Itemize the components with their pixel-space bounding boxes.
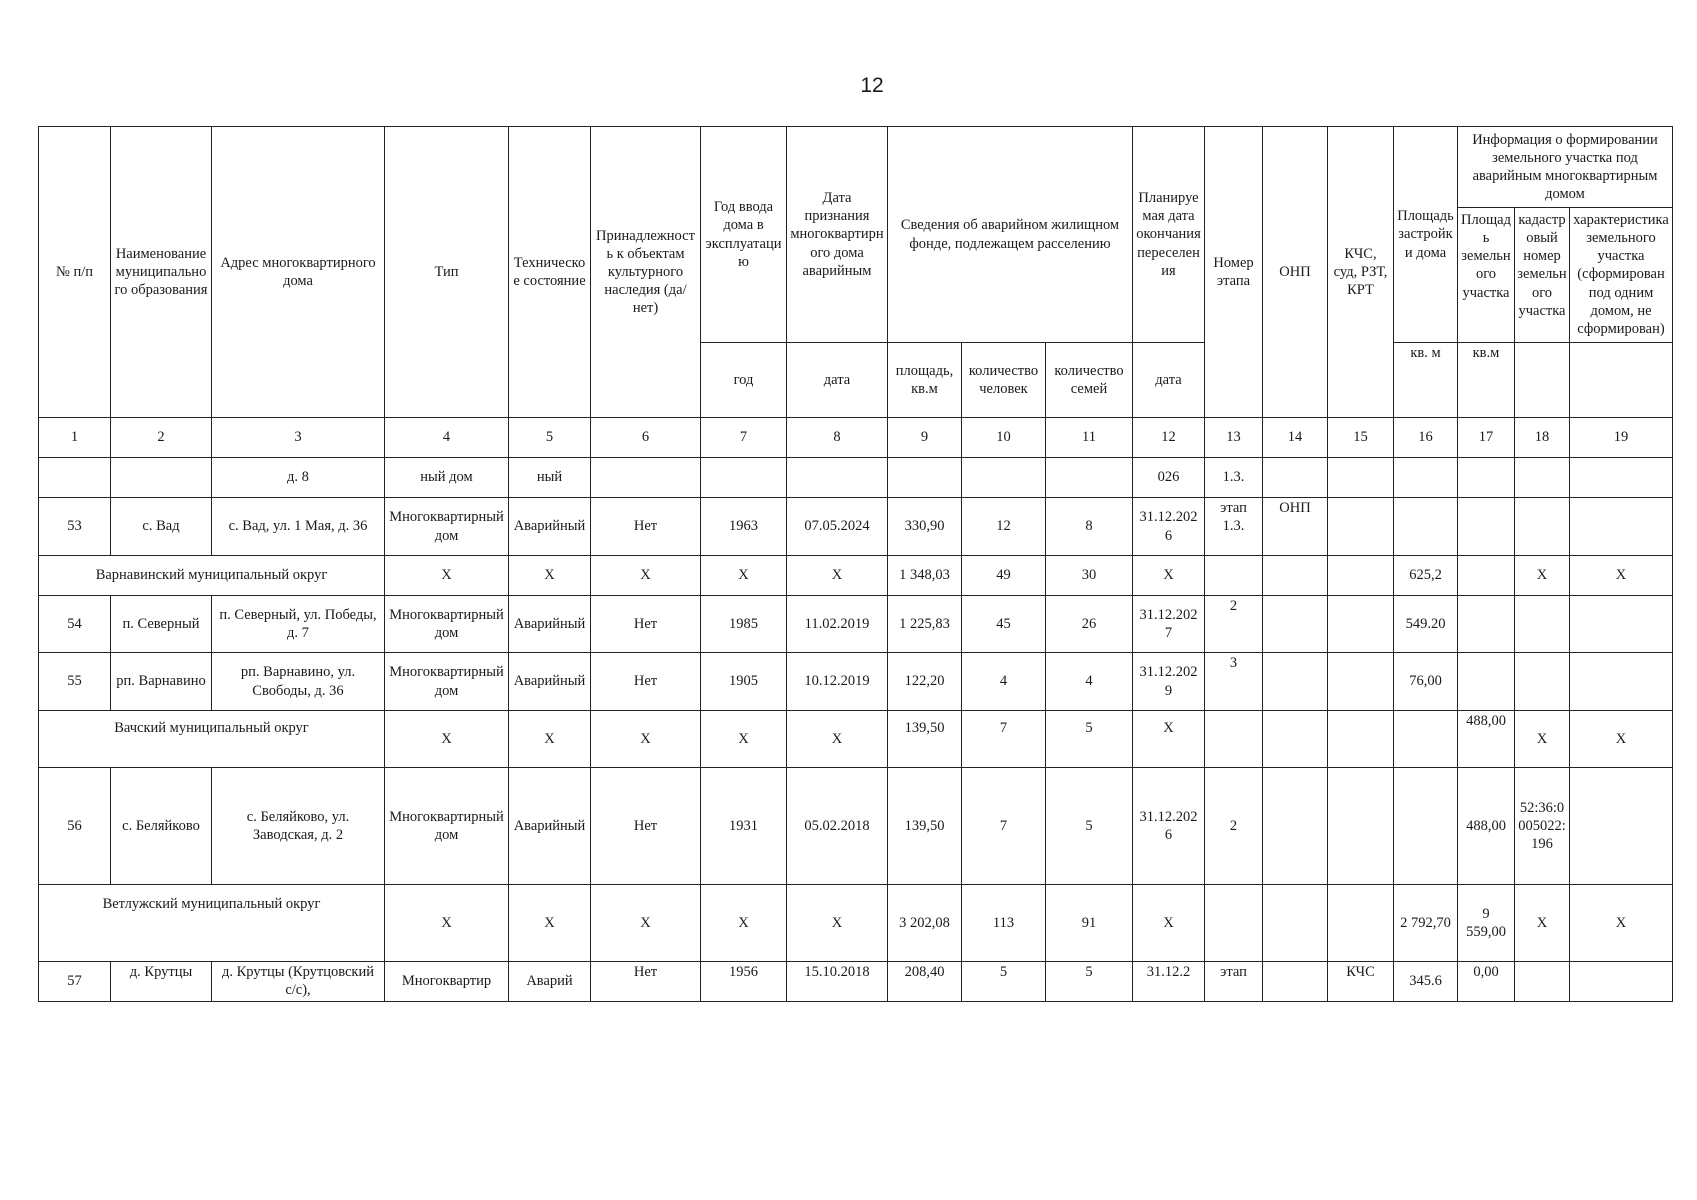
column-number: 7 <box>701 418 787 458</box>
table-cell: Нет <box>591 653 701 711</box>
table-cell: 5 <box>1046 768 1133 885</box>
table-cell: с. Вад, ул. 1 Мая, д. 36 <box>212 498 385 556</box>
table-cell <box>1205 556 1263 596</box>
table-cell: 57 <box>39 962 111 1002</box>
column-number-row <box>39 418 1673 458</box>
table-cell: 2 <box>1205 596 1263 653</box>
header-group-cell: Сведения об аварийном жилищном фонде, подлежащем расселению <box>888 127 1133 343</box>
table-cell <box>1515 653 1570 711</box>
column-number: 13 <box>1205 418 1263 458</box>
column-number: 19 <box>1570 418 1673 458</box>
table-cell <box>1263 885 1328 962</box>
header-cell: количество человек <box>962 343 1046 418</box>
table-cell <box>1458 596 1515 653</box>
header-cell: Номер этапа <box>1205 127 1263 418</box>
table-cell: X <box>591 556 701 596</box>
table-cell <box>1394 768 1458 885</box>
table-row <box>39 596 1673 653</box>
table-cell: X <box>591 885 701 962</box>
table-cell: 549.20 <box>1394 596 1458 653</box>
table-cell: 113 <box>962 885 1046 962</box>
table-cell: 1 348,03 <box>888 556 962 596</box>
table-cell: X <box>701 711 787 768</box>
header-cell: КЧС, суд, РЗТ, КРТ <box>1328 127 1394 418</box>
table-cell: 208,40 <box>888 962 962 1002</box>
table-cell <box>701 458 787 498</box>
district-row <box>39 556 1673 596</box>
table-cell: 026 <box>1133 458 1205 498</box>
column-number: 4 <box>385 418 509 458</box>
table-cell: X <box>1133 711 1205 768</box>
table-cell <box>1263 711 1328 768</box>
table-cell: Аварийный <box>509 498 591 556</box>
table-cell <box>1328 885 1394 962</box>
table-cell <box>1328 653 1394 711</box>
table-cell <box>1515 458 1570 498</box>
table-cell: X <box>1133 885 1205 962</box>
table-row <box>39 962 1673 1002</box>
table-cell <box>1394 498 1458 556</box>
header-cell: кв. м <box>1394 343 1458 418</box>
table-cell: X <box>509 556 591 596</box>
table-cell: 5 <box>962 962 1046 1002</box>
table-cell: 1905 <box>701 653 787 711</box>
table-cell: 4 <box>962 653 1046 711</box>
table-cell <box>1046 458 1133 498</box>
table-cell: 3 <box>1205 653 1263 711</box>
table-cell <box>1205 711 1263 768</box>
table-cell: рп. Варнавино <box>111 653 212 711</box>
table-cell <box>1570 653 1673 711</box>
table-cell: Многоквартирный дом <box>385 596 509 653</box>
header-row <box>39 127 1673 343</box>
column-number: 6 <box>591 418 701 458</box>
table-cell: д. Крутцы <box>111 962 212 1002</box>
table-cell: ный дом <box>385 458 509 498</box>
table-cell: этап 1.3. <box>1205 498 1263 556</box>
land-info-heading: Информация о формировании земельного участка под аварийным многоквартирным домом <box>1472 131 1658 203</box>
table-cell <box>1328 498 1394 556</box>
table-cell: 0,00 <box>1458 962 1515 1002</box>
table-cell: X <box>1133 556 1205 596</box>
header-cell: кв.м <box>1458 343 1515 418</box>
table-cell: 07.05.2024 <box>787 498 888 556</box>
header-cell: № п/п <box>39 127 111 418</box>
table-cell: Аварийный <box>509 768 591 885</box>
table-cell: Нет <box>591 768 701 885</box>
table-cell: 76,00 <box>1394 653 1458 711</box>
table-cell <box>111 458 212 498</box>
table-row <box>39 768 1673 885</box>
table-cell: 10.12.2019 <box>787 653 888 711</box>
column-number: 16 <box>1394 418 1458 458</box>
table-cell: 53 <box>39 498 111 556</box>
table-cell: X <box>1515 885 1570 962</box>
table-cell: с. Вад <box>111 498 212 556</box>
header-cell: Принадлежность к объектам культурного наследия (да/нет) <box>591 127 701 418</box>
table-cell <box>1328 768 1394 885</box>
header-cell: Тип <box>385 127 509 418</box>
table-cell: 56 <box>39 768 111 885</box>
table-cell: КЧС <box>1328 962 1394 1002</box>
header-cell: Дата признания многоквартирного дома аварийным <box>787 127 888 343</box>
table-cell <box>1205 885 1263 962</box>
header-cell: Планируемая дата окончания переселения <box>1133 127 1205 343</box>
table-cell <box>1515 498 1570 556</box>
table-cell <box>1328 711 1394 768</box>
table-cell: п. Северный <box>111 596 212 653</box>
table-cell: 2 <box>1205 768 1263 885</box>
table-cell: 05.02.2018 <box>787 768 888 885</box>
table-cell: 26 <box>1046 596 1133 653</box>
table-cell <box>1328 596 1394 653</box>
table-cell: X <box>1515 711 1570 768</box>
district-name: Варнавинский муниципальный округ <box>39 556 385 596</box>
table-cell: Нет <box>591 596 701 653</box>
table-cell: с. Беляйково, ул. Заводская, д. 2 <box>212 768 385 885</box>
table-cell: Аварийный <box>509 596 591 653</box>
table-cell: X <box>1570 885 1673 962</box>
table-row <box>39 653 1673 711</box>
table-cell <box>1458 653 1515 711</box>
table-cell: X <box>591 711 701 768</box>
table-cell: 3 202,08 <box>888 885 962 962</box>
district-name: Ветлужский муниципальный округ <box>39 885 385 962</box>
column-number: 11 <box>1046 418 1133 458</box>
table-cell <box>1458 498 1515 556</box>
table-cell: 139,50 <box>888 711 962 768</box>
table-cell: 1 225,83 <box>888 596 962 653</box>
table-cell: 345.6 <box>1394 962 1458 1002</box>
table-cell <box>787 458 888 498</box>
table-cell: X <box>385 711 509 768</box>
table-cell <box>1515 596 1570 653</box>
table-cell: X <box>385 556 509 596</box>
district-name: Вачский муниципальный округ <box>39 711 385 768</box>
header-cell: год <box>701 343 787 418</box>
table-cell <box>1263 962 1328 1002</box>
table-cell: 31.12.2027 <box>1133 596 1205 653</box>
table-cell: 7 <box>962 711 1046 768</box>
table-cell: этап <box>1205 962 1263 1002</box>
table-cell: 5 <box>1046 962 1133 1002</box>
table-cell: 8 <box>1046 498 1133 556</box>
column-number: 3 <box>212 418 385 458</box>
table-cell: 2 792,70 <box>1394 885 1458 962</box>
table-cell: 12 <box>962 498 1046 556</box>
table-cell <box>1570 596 1673 653</box>
header-cell: характеристика земельного участка (сформирован под одним домом, не сформирован) <box>1573 212 1669 337</box>
table-cell: 1.3. <box>1205 458 1263 498</box>
table-cell <box>1570 768 1673 885</box>
header-cell: площадь, кв.м <box>888 343 962 418</box>
emergency-housing-table <box>38 126 1673 1002</box>
column-number: 2 <box>111 418 212 458</box>
table-cell: 9 559,00 <box>1458 885 1515 962</box>
table-cell: 1985 <box>701 596 787 653</box>
table-cell: 122,20 <box>888 653 962 711</box>
table-cell <box>1263 458 1328 498</box>
header-cell: Год ввода дома в эксплуатацию <box>701 127 787 343</box>
table-cell <box>1394 711 1458 768</box>
table-cell <box>1328 458 1394 498</box>
table-cell: 52:36:0005022:196 <box>1515 768 1570 885</box>
header-cell: ОНП <box>1263 127 1328 418</box>
table-cell: рп. Варнавино, ул. Свободы, д. 36 <box>212 653 385 711</box>
table-cell: д. Крутцы (Крутцовский с/с), <box>212 962 385 1002</box>
column-number: 1 <box>39 418 111 458</box>
column-number: 12 <box>1133 418 1205 458</box>
column-number: 9 <box>888 418 962 458</box>
table-cell <box>1328 556 1394 596</box>
district-row <box>39 711 1673 768</box>
table-cell: Многоквартирный дом <box>385 768 509 885</box>
table-cell: 54 <box>39 596 111 653</box>
header-cell <box>1515 343 1570 418</box>
table-cell: 330,90 <box>888 498 962 556</box>
header-cell: Площадь земельного участка <box>1458 208 1515 342</box>
table-cell: ный <box>509 458 591 498</box>
header-cell: Наименование муниципального образования <box>111 127 212 418</box>
header-cell: Адрес многоквартирного дома <box>212 127 385 418</box>
table-cell: 7 <box>962 768 1046 885</box>
header-cell <box>1570 343 1673 418</box>
table-row <box>39 498 1673 556</box>
table-cell: ОНП <box>1263 498 1328 556</box>
table-cell: 49 <box>962 556 1046 596</box>
table-cell: 488,00 <box>1458 768 1515 885</box>
table-cell: 4 <box>1046 653 1133 711</box>
header-group-cell <box>1458 127 1673 343</box>
table-cell: X <box>1570 711 1673 768</box>
table-cell <box>888 458 962 498</box>
table-cell <box>1263 768 1328 885</box>
table-cell: 91 <box>1046 885 1133 962</box>
table-cell: 1931 <box>701 768 787 885</box>
table-cell: с. Беляйково <box>111 768 212 885</box>
table-cell <box>591 458 701 498</box>
table-cell: 1956 <box>701 962 787 1002</box>
table-cell <box>1263 653 1328 711</box>
header-cell: дата <box>1133 343 1205 418</box>
table-cell: X <box>787 556 888 596</box>
table-cell: 1963 <box>701 498 787 556</box>
column-number: 5 <box>509 418 591 458</box>
table-cell: X <box>701 556 787 596</box>
header-cell: Площадь застройки дома <box>1394 127 1458 343</box>
table-cell: Нет <box>591 962 701 1002</box>
table-cell: 45 <box>962 596 1046 653</box>
header-cell: Техническое состояние <box>509 127 591 418</box>
column-number: 18 <box>1515 418 1570 458</box>
table-cell: д. 8 <box>212 458 385 498</box>
table-cell <box>1570 962 1673 1002</box>
table-cell: 5 <box>1046 711 1133 768</box>
table-cell: X <box>509 885 591 962</box>
column-number: 15 <box>1328 418 1394 458</box>
table-cell: Аварий <box>509 962 591 1002</box>
table-cell: X <box>509 711 591 768</box>
table-cell: X <box>1515 556 1570 596</box>
table-cell: Многоквартирный дом <box>385 498 509 556</box>
table-cell <box>1515 962 1570 1002</box>
table-cell: 139,50 <box>888 768 962 885</box>
table-cell <box>1458 458 1515 498</box>
table-cell: 31.12.2029 <box>1133 653 1205 711</box>
table-cell: Многоквартир <box>385 962 509 1002</box>
column-number: 17 <box>1458 418 1515 458</box>
column-number: 8 <box>787 418 888 458</box>
table-cell: X <box>787 885 888 962</box>
table-cell <box>1570 498 1673 556</box>
header-cell: количество семей <box>1046 343 1133 418</box>
table-cell: X <box>385 885 509 962</box>
table-cell: 31.12.2026 <box>1133 498 1205 556</box>
header-cell: дата <box>787 343 888 418</box>
table-cell <box>39 458 111 498</box>
table-cell: 11.02.2019 <box>787 596 888 653</box>
table-cell: Многоквартирный дом <box>385 653 509 711</box>
district-row <box>39 885 1673 962</box>
table-cell: 31.12.2026 <box>1133 768 1205 885</box>
table-row <box>39 458 1673 498</box>
table-cell: Нет <box>591 498 701 556</box>
table-cell: 55 <box>39 653 111 711</box>
table-cell: 15.10.2018 <box>787 962 888 1002</box>
table-cell: X <box>701 885 787 962</box>
table-cell <box>1263 556 1328 596</box>
column-number: 14 <box>1263 418 1328 458</box>
table-cell <box>1263 596 1328 653</box>
table-cell: 488,00 <box>1458 711 1515 768</box>
table-cell: X <box>1570 556 1673 596</box>
table-cell <box>1458 556 1515 596</box>
header-cell: кадастровый номер земельного участка <box>1515 208 1570 342</box>
table-cell: Аварийный <box>509 653 591 711</box>
table-cell <box>962 458 1046 498</box>
table-cell: X <box>787 711 888 768</box>
table-cell <box>1570 458 1673 498</box>
table-cell: 31.12.2 <box>1133 962 1205 1002</box>
table-cell: 625,2 <box>1394 556 1458 596</box>
column-number: 10 <box>962 418 1046 458</box>
table-cell: п. Северный, ул. Победы, д. 7 <box>212 596 385 653</box>
table-cell <box>1394 458 1458 498</box>
table-cell: 30 <box>1046 556 1133 596</box>
page-number: 12 <box>860 74 884 97</box>
